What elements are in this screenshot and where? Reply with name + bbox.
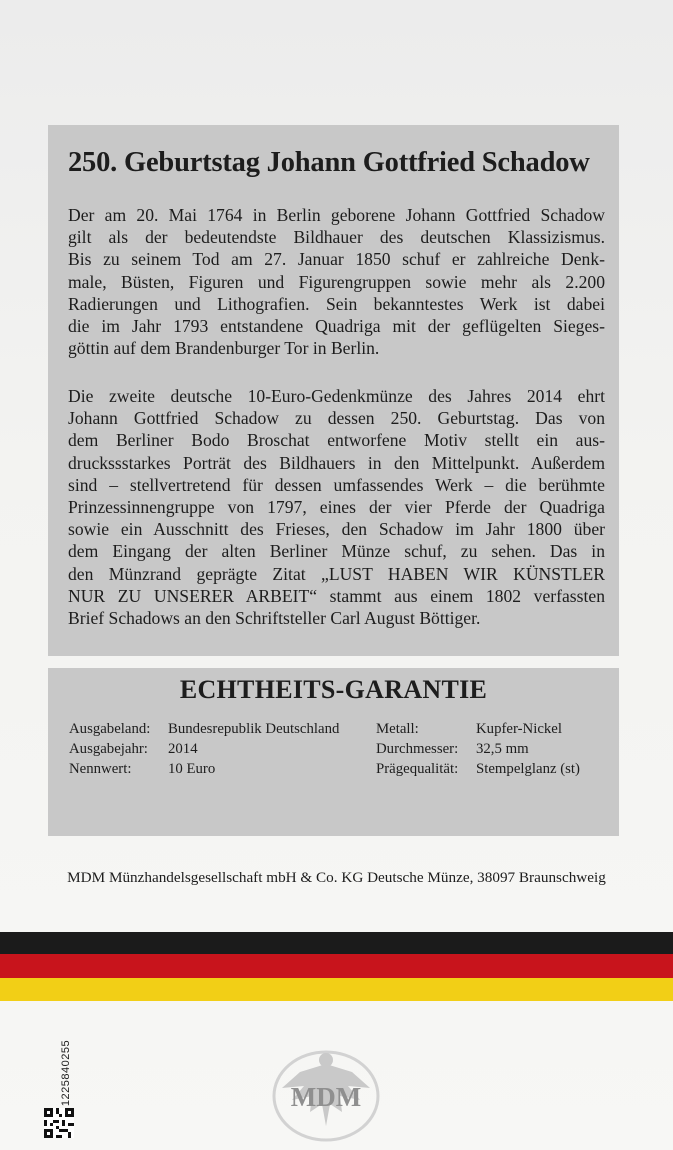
spec-value-metal: Kupfer-Nickel: [476, 721, 562, 737]
mdm-eagle-logo: [270, 1042, 382, 1142]
publisher-line: MDM Münzhandelsgesellschaft mbH & Co. KG Deutsche Münze, 38097 Braunschweig: [67, 869, 606, 886]
certificate-panel: [48, 668, 619, 836]
spec-label-metal: Metall:: [376, 721, 419, 737]
spec-value-diameter: 32,5 mm: [476, 741, 529, 757]
text-line: Prinzessinnengruppe von 1797, eines der vier Pferde der Quadriga: [68, 497, 605, 518]
text-line: sind – stellvertretend für dessen umfassendes Werk – die berühmte: [68, 474, 605, 495]
text-line: die im Jahr 1793 entstandene Quadriga mit der geflügelten Sieges-: [68, 316, 605, 337]
spec-value-country: Bundesrepublik Deutschland: [168, 721, 340, 737]
text-line: dem Berliner Bodo Broschat entworfene Motiv stellt ein aus-: [68, 430, 605, 451]
spec-value-quality: Stempelglanz (st): [476, 761, 580, 777]
certificate-title: ECHTHEITS-GARANTIE: [179, 675, 488, 704]
text-line: Die zweite deutsche 10-Euro-Gedenkmünze des Jahres 2014 ehrt: [68, 386, 605, 406]
spec-label-diameter: Durchmesser:: [376, 741, 459, 757]
flag-stripe-red: [0, 954, 673, 978]
spec-label-denomination: Nennwert:: [69, 761, 132, 777]
text-line: Johann Gottfried Schadow zu dessen 250. Geburtstag. Das von: [68, 408, 605, 429]
spec-value-year: 2014: [168, 741, 198, 757]
spec-value-denomination: 10 Euro: [168, 761, 216, 777]
info-panel: [48, 125, 619, 656]
paragraph-coin: [68, 385, 605, 629]
text-line: Bis zu seinem Tod am 27. Januar 1850 schuf er zahlreiche Denk-: [68, 249, 605, 270]
text-line: Brief Schadows an den Schriftsteller Carl August Böttiger.: [68, 608, 481, 629]
text-line: druckssstarkes Porträt des Bildhauers in den Mittelpunkt. Außerdem: [68, 452, 605, 473]
serial-number: 1225840255: [60, 1039, 72, 1107]
text-line: Der am 20. Mai 1764 in Berlin geborene Johann Gottfried Schadow: [68, 205, 605, 225]
text-line: den Münzrand geprägte Zitat „LUST HABEN WIR KÜNSTLER: [68, 563, 605, 584]
text-line: male, Büsten, Figuren und Figurengruppen sowie mehr als 2.200: [68, 271, 605, 292]
text-line: sowie ein Ausschnitt des Frieses, den Schadow im Jahr 1800 über: [68, 519, 605, 540]
logo-text: MDM: [290, 1082, 362, 1112]
text-line: dem Eingang der alten Berliner Münze schuf, zu sehen. Das in: [68, 541, 605, 562]
flag-stripe-gold: [0, 978, 673, 1001]
text-line: Radierungen und Lithografien. Sein bekanntestes Werk ist dabei: [68, 293, 605, 314]
spec-label-year: Ausgabejahr:: [69, 741, 148, 757]
flag-stripe-black: [0, 932, 673, 954]
spec-label-country: Ausgabeland:: [69, 721, 151, 737]
paragraph-biography: [68, 204, 605, 359]
qr-code-icon: [44, 1108, 74, 1138]
spec-label-quality: Prägequalität:: [376, 761, 459, 777]
text-line: gilt als der bedeutendste Bildhauer des deutschen Klassizismus.: [68, 227, 605, 248]
text-line: göttin auf dem Brandenburger Tor in Berlin.: [68, 338, 380, 359]
text-line: NUR ZU UNSERER ARBEIT“ stammt aus einem 1802 verfassten: [68, 585, 605, 606]
page-title: 250. Geburtstag Johann Gottfried Schadow: [68, 147, 590, 178]
